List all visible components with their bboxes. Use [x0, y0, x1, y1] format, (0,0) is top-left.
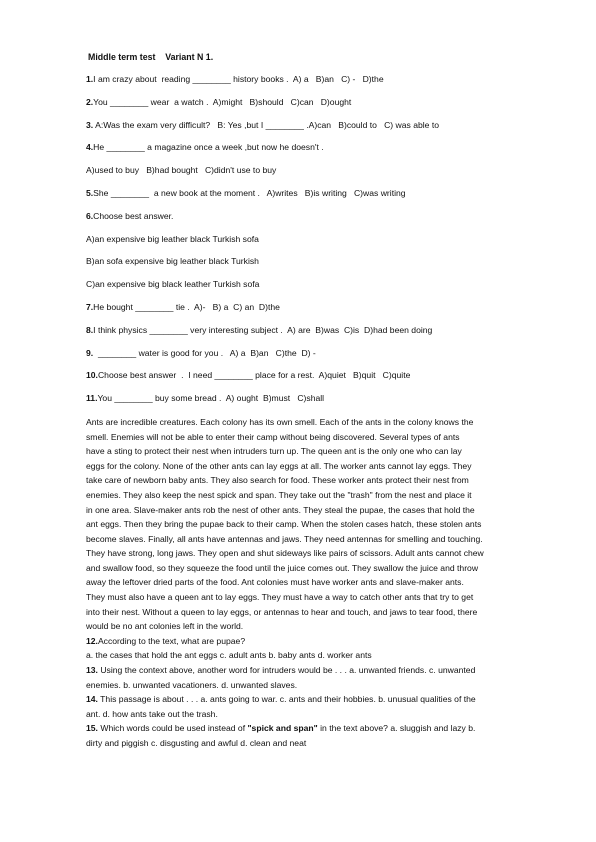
- highlighted-phrase: "spick and span": [247, 723, 318, 734]
- question-text: Using the context above, another word for intruders would be . . . a. unwanted friends. c. unwanted: [97, 665, 476, 676]
- question-number: 10.: [86, 370, 98, 381]
- question-item: [86, 279, 554, 289]
- question-options: a. the cases that hold the ant eggs c. adult ants b. baby ants d. worker ants: [86, 650, 372, 661]
- question-list: [86, 74, 554, 403]
- passage-line: They must also have a queen ant to lay eggs. They must have a way to catch other ants that try to get: [86, 592, 474, 603]
- question-text: Which words could be used instead of: [97, 723, 248, 734]
- question-item: [86, 165, 554, 175]
- question-number: 2.: [86, 96, 94, 107]
- question-number: 8.: [86, 324, 94, 335]
- passage-line: They have strong, long jaws. They open and shut sideways like pairs of scissors. Adult ants cannot chew: [86, 548, 484, 559]
- question-number: 13.: [86, 665, 98, 676]
- question-item: [86, 393, 554, 403]
- question-text: You ________ wear a watch . A)might B)should C)can D)ought: [93, 96, 352, 107]
- question-14: [86, 692, 554, 721]
- question-item: [86, 234, 554, 244]
- question-number: 1.: [86, 74, 94, 84]
- question-text: A:Was the exam very difficult? B: Yes ,but I ________ .A)can B)could to C) was able to: [93, 119, 440, 130]
- passage-line: take care of newborn baby ants. They also search for food. These worker ants protect their nest from: [86, 475, 469, 486]
- question-text: ________ water is good for you . A) a B)an C)the D) -: [93, 347, 316, 358]
- question-item: [86, 211, 554, 221]
- question-text: This passage is about . . . a. ants going to war. c. ants and their hobbies. b. unusual qualities of the: [97, 694, 476, 705]
- question-text: I am crazy about reading ________ history books . A) a B)an C) - D)the: [93, 74, 384, 84]
- question-item: [86, 325, 554, 335]
- question-number: 14.: [86, 694, 98, 705]
- question-text: B)an sofa expensive big leather black Turkish: [86, 256, 259, 267]
- passage-line: and swallow food, so they squeeze the food until the juice comes out. They swallow the juice and throw: [86, 562, 479, 573]
- question-text: She ________ a new book at the moment . A)writes B)is writing C)was writing: [93, 187, 406, 198]
- passage-line: away the leftover dried parts of the food. Ant colonies must have worker ants and slave-maker ants.: [86, 577, 464, 588]
- question-number: 3.: [86, 119, 94, 130]
- question-text: Choose best answer.: [93, 210, 174, 221]
- page-title: Middle term test Variant N 1.: [88, 52, 214, 62]
- question-item: [86, 97, 554, 107]
- passage-line: Ants are incredible creatures. Each colony has its own smell. Each of the ants in the colony knows the: [86, 416, 474, 427]
- question-item: [86, 348, 554, 358]
- question-text-end: in the text above? a. sluggish and lazy b.: [317, 723, 476, 734]
- question-item: [86, 188, 554, 198]
- passage-line: smell. Enemies will not be able to enter their camp without being discovered. Several types of ants: [86, 431, 460, 442]
- passage-line: in one area. Slave-maker ants rob the nest of other ants. They steal the pupae, the cases that hold the: [86, 504, 475, 515]
- question-13: [86, 663, 554, 692]
- passage-line: have a sting to protect their nest when intruders turn up. The queen ant is the only one who can lay: [86, 446, 462, 457]
- question-number: 6.: [86, 210, 94, 221]
- question-item: [86, 370, 554, 380]
- question-text: You ________ buy some bread . A) ought B)must C)shall: [97, 393, 325, 404]
- question-text: According to the text, what are pupae?: [97, 635, 246, 646]
- question-number: 11.: [86, 393, 98, 404]
- question-text: A)used to buy B)had bought C)didn't use to buy: [86, 165, 277, 176]
- question-12: [86, 634, 554, 663]
- passage-line: would be no ant colonies left in the world.: [86, 621, 244, 632]
- question-text-continued: ant. d. how ants take out the trash.: [86, 708, 218, 719]
- question-text-continued: dirty and piggish c. disgusting and awful d. clean and neat: [86, 738, 307, 749]
- question-number: 9.: [86, 347, 94, 358]
- question-15: [86, 721, 554, 750]
- question-text: I think physics ________ very interesting subject . A) are B)was C)is D)had been doing: [93, 324, 433, 335]
- question-number: 5.: [86, 187, 94, 198]
- question-item: [86, 74, 554, 84]
- question-number: 7.: [86, 301, 94, 312]
- test-page: [86, 52, 554, 751]
- question-item: [86, 142, 554, 152]
- question-text: A)an expensive big leather black Turkish sofa: [86, 233, 259, 244]
- question-text: He bought ________ tie . A)- B) a C) an D)the: [93, 301, 280, 312]
- question-item: [86, 256, 554, 266]
- question-number: 15.: [86, 723, 98, 734]
- question-number: 12.: [86, 635, 98, 646]
- passage-line: enemies. They also keep the nest spick and span. They take out the "trash" from the nest and place it: [86, 489, 472, 500]
- question-text: He ________ a magazine once a week ,but now he doesn't .: [93, 142, 324, 153]
- passage-line: ant eggs. Then they bring the pupae back to their camp. When the stolen cases hatch, these stolen ants: [86, 519, 482, 530]
- question-text-continued: enemies. b. unwanted vacationers. d. unwanted slaves.: [86, 679, 298, 690]
- passage-line: eggs for the colony. None of the other ants can lay eggs at all. The worker ants cannot lay eggs. They: [86, 460, 472, 471]
- question-item: [86, 302, 554, 312]
- question-number: 4.: [86, 142, 94, 153]
- question-text: C)an expensive big black leather Turkish sofa: [86, 279, 260, 290]
- question-item: [86, 120, 554, 130]
- passage-line: into their nest. Without a queen to lay eggs, or antennas to hear and touch, and jaws to tear food, there: [86, 606, 478, 617]
- reading-passage: [86, 415, 554, 634]
- question-text: Choose best answer . I need ________ place for a rest. A)quiet B)quit C)quite: [97, 370, 411, 381]
- passage-line: become slaves. Finally, all ants have antennas and jaws. They need antennas for smelling and touching.: [86, 533, 483, 544]
